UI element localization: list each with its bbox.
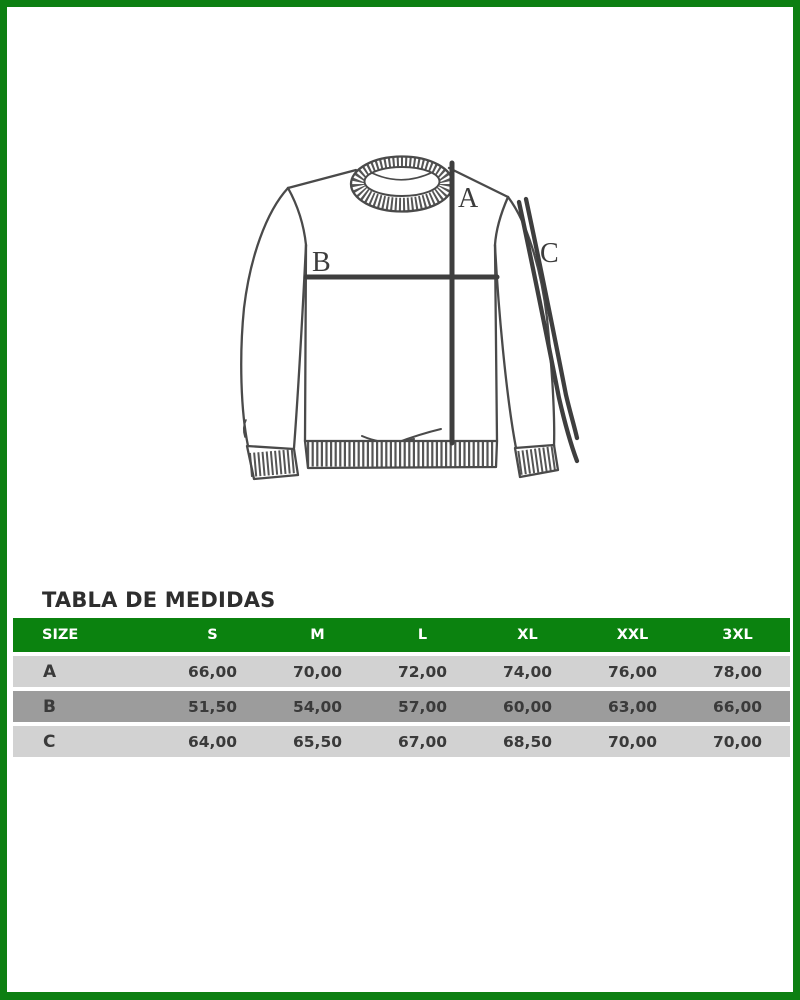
- cell-a-s: 66,00: [187, 662, 238, 681]
- cell-b-l: 57,00: [397, 697, 448, 716]
- left-sleeve-outer: [241, 188, 288, 446]
- cell-c-m: 65,50: [292, 732, 343, 751]
- table-title: TABLA DE MEDIDAS: [42, 588, 276, 612]
- cell-c-s: 64,00: [187, 732, 238, 751]
- size-table: [13, 614, 790, 761]
- left-armhole-seam: [288, 188, 306, 245]
- cell-b-s: 51,50: [187, 697, 238, 716]
- label-a: A: [458, 183, 479, 214]
- cell-a-3xl: 78,00: [712, 662, 763, 681]
- sweatshirt-outline: [241, 168, 554, 448]
- column-header-s: S: [160, 618, 265, 652]
- label-b: B: [312, 247, 331, 278]
- row-label-a: A: [43, 661, 57, 682]
- right-sleeve-outer: [508, 197, 554, 446]
- cell-c-xxl: 70,00: [607, 732, 658, 751]
- column-header-xl: XL: [475, 618, 580, 652]
- right-cuff: [515, 445, 558, 477]
- left-body-edge: [305, 245, 306, 441]
- collar: [351, 157, 453, 212]
- cell-b-m: 54,00: [292, 697, 343, 716]
- left-cuff: [247, 446, 298, 479]
- cell-a-xl: 74,00: [502, 662, 553, 681]
- label-c: C: [540, 238, 559, 269]
- neck-opening: [365, 167, 440, 196]
- right-cuff-ribbing: [519, 458, 555, 463]
- right-armhole-seam: [495, 197, 508, 245]
- column-header-size: SIZE: [13, 618, 160, 652]
- column-header-m: M: [265, 618, 370, 652]
- measurement-line-c-inner: [526, 199, 577, 438]
- cell-a-xxl: 76,00: [607, 662, 658, 681]
- column-header-3xl: 3XL: [685, 618, 790, 652]
- cell-b-3xl: 66,00: [712, 697, 763, 716]
- cell-c-l: 67,00: [397, 732, 448, 751]
- cell-a-l: 72,00: [397, 662, 448, 681]
- header-row: [13, 618, 790, 652]
- left-shoulder-seam: [288, 170, 356, 188]
- cell-c-3xl: 70,00: [712, 732, 763, 751]
- row-label-c: C: [43, 731, 56, 752]
- table-row-b: [13, 691, 790, 722]
- cell-a-m: 70,00: [292, 662, 343, 681]
- row-label-b: B: [43, 696, 56, 717]
- cell-b-xxl: 63,00: [607, 697, 658, 716]
- table-row-a: [13, 656, 790, 687]
- cell-b-xl: 60,00: [502, 697, 553, 716]
- column-header-xxl: XXL: [580, 618, 685, 652]
- cell-c-xl: 68,50: [502, 732, 553, 751]
- hem-band: [305, 441, 497, 468]
- table-row-c: [13, 726, 790, 757]
- measurement-lines: [306, 163, 577, 461]
- column-header-l: L: [370, 618, 475, 652]
